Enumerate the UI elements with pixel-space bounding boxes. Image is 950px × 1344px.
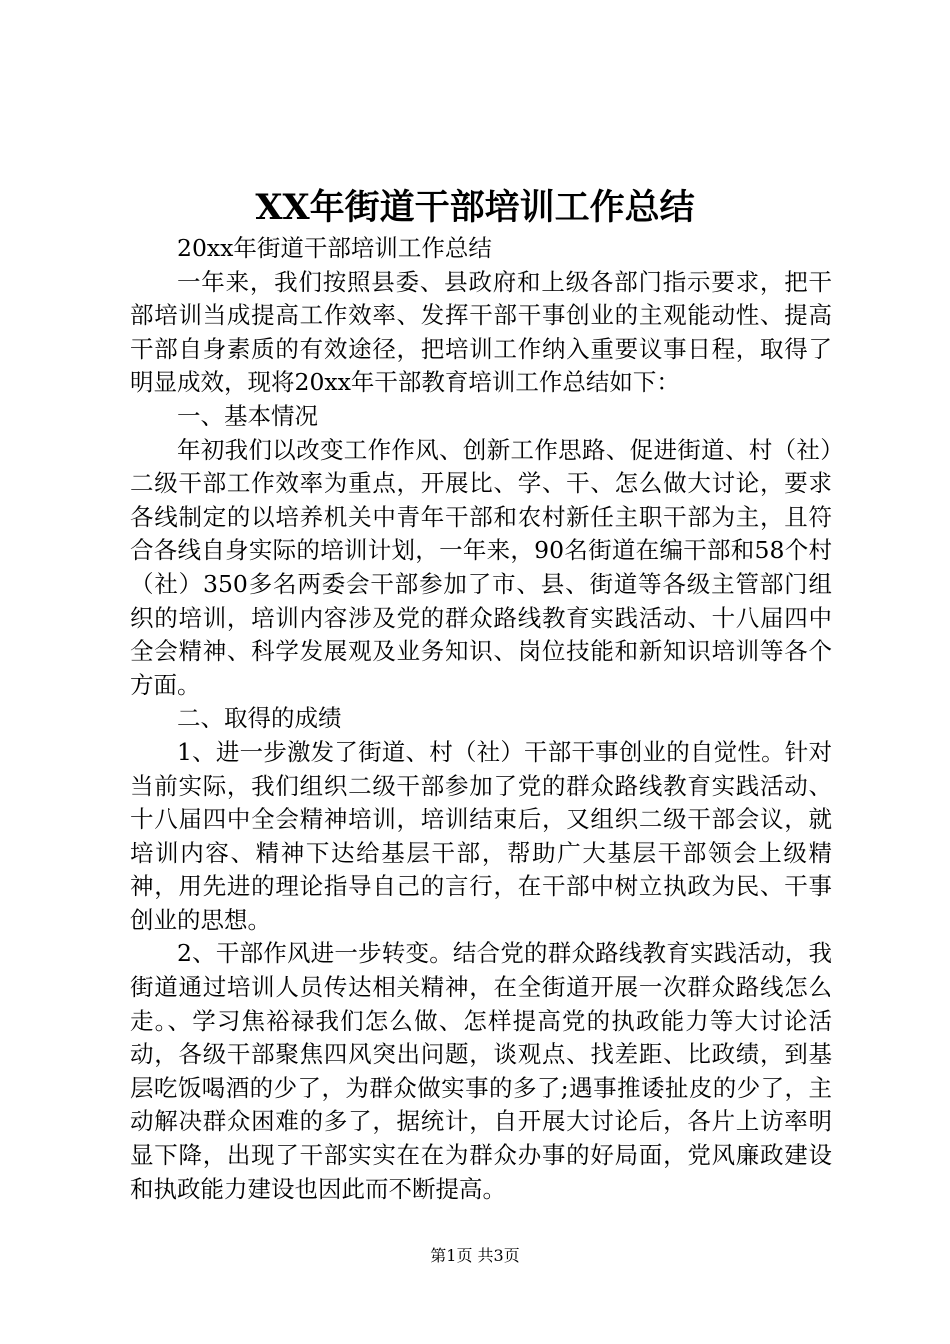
document-title: XX年街道干部培训工作总结: [255, 187, 695, 228]
paragraph-achievement-2: 2、干部作风进一步转变。结合党的群众路线教育实践活动，我街道通过培训人员传达相关精神，在全街道开展一次群众路线怎么走。、学习焦裕禄我们怎么做、怎样提高党的执政能力等大讨论活动，各级干部聚焦四风突出问题，谈观点、找差距、比政绩，到基层吃饭喝酒的少了，为群众做实事的多了;遇事推诿扯皮的少了，主动解决群众困难的多了，据统计，自开展大讨论后，各片上访率明显下降，出现了干部实实在在为群众办事的好局面，党风廉政建设和执政能力建设也因此而不断提高。: [130, 939, 832, 1203]
paragraph-intro: 一年来，我们按照县委、县政府和上级各部门指示要求，把干部培训当成提高工作效率、发挥干部干事创业的主观能动性、提高干部自身素质的有效途径，把培训工作纳入重要议事日程，取得了明显成效，现将20xx年干部教育培训工作总结如下：: [130, 267, 832, 397]
paragraph-achievement-1: 1、进一步激发了街道、村（社）干部干事创业的自觉性。针对当前实际，我们组织二级干部参加了党的群众路线教育实践活动、十八届四中全会精神培训，培训结束后，又组织二级干部会议，就培训内容、精神下达给基层干部，帮助广大基层干部领会上级精神，用先进的理论指导自己的言行，在干部中树立执政为民、干事创业的思想。: [130, 737, 832, 934]
document-body: [130, 232, 832, 1206]
section-heading-achievements: 二、取得的成绩: [177, 704, 342, 733]
paragraph-subtitle: 20xx年街道干部培训工作总结: [177, 234, 492, 262]
paragraph-basic: 年初我们以改变工作作风、创新工作思路、促进街道、村（社）二级干部工作效率为重点，开展比、学、干、怎么做大讨论，要求各线制定的以培养机关中青年干部和农村新任主职干部为主，且符合各线自身实际的培训计划，一年来，90名街道在编干部和58个村（社）350多名两委会干部参加了市、县、街道等各级主管部门组织的培训，培训内容涉及党的群众路线教育实践活动、十八届四中全会精神、科学发展观及业务知识、岗位技能和新知识培训等各个方面。: [130, 435, 832, 699]
section-heading-basic: 一、基本情况: [177, 401, 318, 430]
page-footer: 第1页 共3页: [430, 1246, 520, 1265]
